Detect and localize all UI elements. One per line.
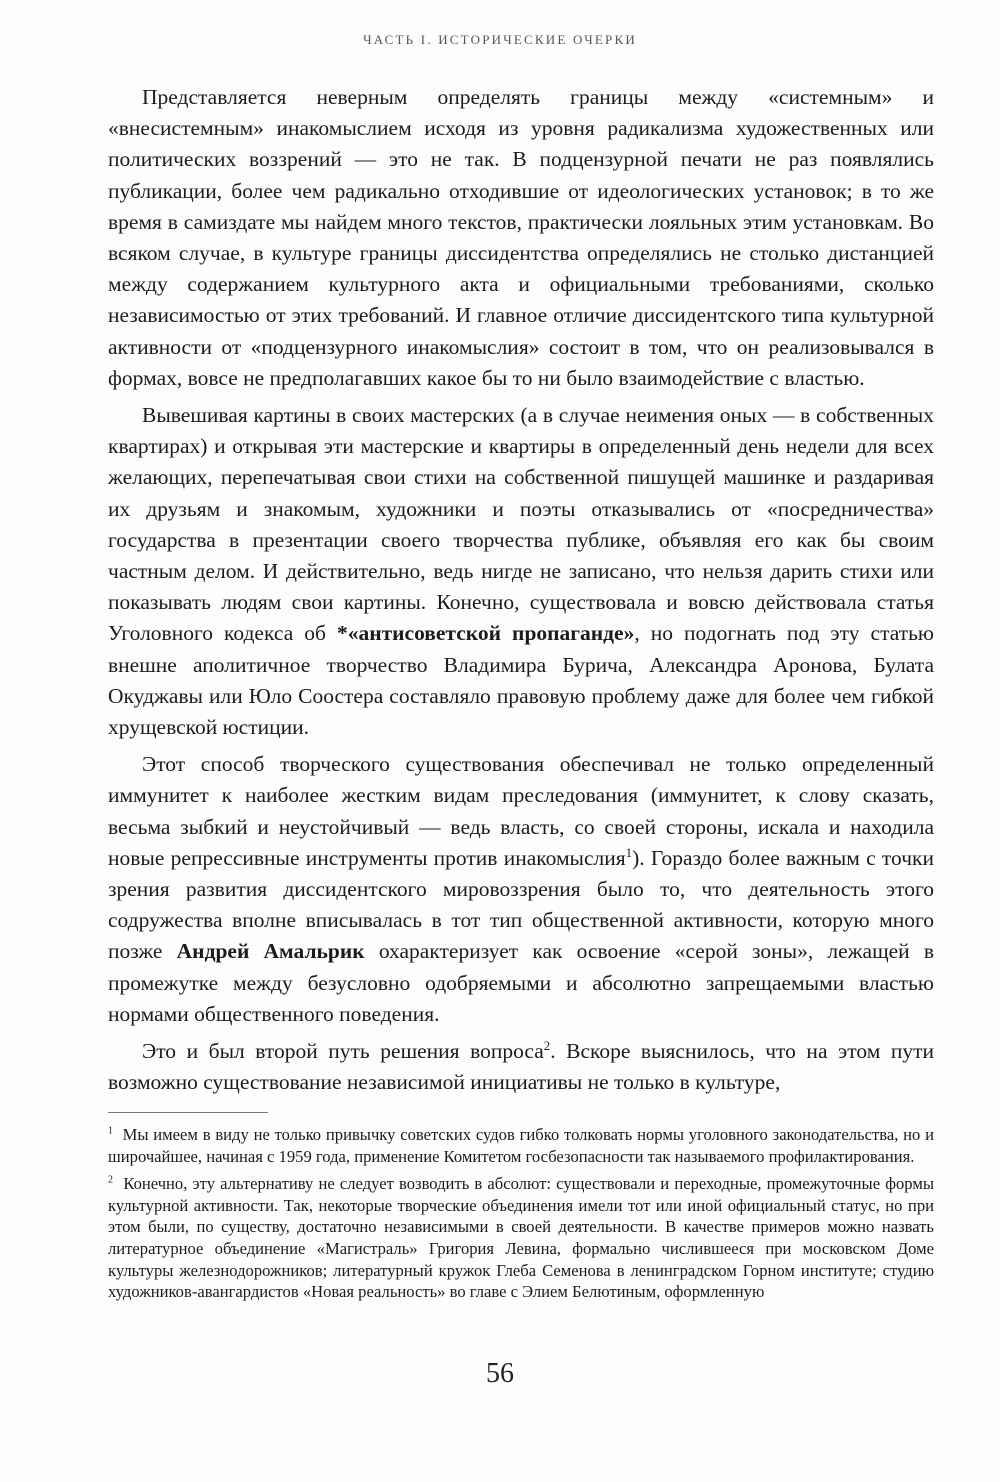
running-head: ЧАСТЬ I. ИСТОРИЧЕСКИЕ ОЧЕРКИ <box>363 32 637 47</box>
footnote-text: Мы имеем в виду не только привычку советских судов гибко толковать нормы уголовного законодательства, но и широчайшее, начиная с 1959 года, применение Комитетом госбезопасности так называемого профилактирования. <box>108 1125 935 1166</box>
paragraph-text: . Вскоре выяснилось, что на этом пути возможно существование независимой инициативы не только в культуре, <box>108 1039 934 1095</box>
glossary-asterisk: * <box>336 621 348 646</box>
paragraph-text: Вывешивая картины в своих мастерских (а в случае неимения оных — в собственных квартирах) и открывая эти мастерские и квартиры в определенный день недели для всех желающих, перепечатывая свои стихи на собственной пишущей машинке и раздаривая их друзьям и знакомым, художники и поэты отказывались от «посредничества» государства в презентации своего творчества публике, объявляя его как бы своим частным делом. И действительно, ведь нигде не записано, что нельзя дарить стихи или показывать людям свои картины. Конечно, существовала и вовсю действовала статья Уголовного кодекса об <box>108 403 934 646</box>
page-number: 56 <box>486 1358 514 1389</box>
paragraph-text: Это и был второй путь решения вопроса <box>142 1039 544 1064</box>
footnote-1 <box>108 1124 934 1167</box>
paragraph-4 <box>108 1036 934 1098</box>
bold-term: «антисоветской пропаганде» <box>347 621 635 646</box>
paragraph-text: Представляется неверным определять границы между «системным» и «внесистемным» инакомыслием исходя из уровня радикализма художественных или политических воззрений — это не так. В подцензурной печати не раз появлялись публикации, более чем радикально отходившие от идеологических установок; в то же время в самиздате мы найдем много текстов, практически лояльных этим установкам. Во всяком случае, в культуре границы диссидентства определялись не столько дистанцией между содержанием культурного акта и официальными требованиями, сколько независимостью от этих требований. И главное отличие диссидентского типа культурной активности от «подцензурного инакомыслия» состоит в том, что он реализовывался в формах, вовсе не предполагавших какое бы то ни было взаимодействие с властью. <box>108 85 934 390</box>
main-text <box>108 82 934 1105</box>
footnote-divider <box>108 1112 268 1113</box>
paragraph-2 <box>108 400 934 743</box>
paragraph-text: Этот способ творческого существования обеспечивал не только определенный иммунитет к наиболее жестким видам преследования (иммунитет, к слову сказать, весьма зыбкий и неустойчивый — ведь власть, со своей стороны, искала и находила новые репрессивные инструменты против инакомыслия <box>108 752 934 870</box>
bold-name: Андрей Амальрик <box>176 939 365 964</box>
paragraph-3 <box>108 749 934 1030</box>
footnote-marker: 2 <box>108 1174 113 1186</box>
paragraph-text: ). Гораздо более важным с точки зрения развития диссидентского мировоззрения было то, что деятельность этого содружества вполне вписывалась в тот тип общественной активности, которую много позже <box>108 845 934 964</box>
footnote-2 <box>108 1173 934 1303</box>
footnote-ref-1[interactable]: 1 <box>625 845 633 860</box>
paragraph-1 <box>108 82 934 394</box>
footnote-text: Конечно, эту альтернативу не следует возводить в абсолют: существовали и переходные, промежуточные формы культурной активности. Так, некоторые творческие объединения имели тот или иной официальный статус, но при этом были, по существу, достаточно независимыми в своей деятельности. В качестве примеров можно назвать литературное объединение «Магистраль» Григория Левина, формально числившееся при московском Доме культуры железнодорожников; литературный кружок Глеба Семенова в ленинградском Горном институте; студию художников-авангардистов «Новая реальность» во главе с Элием Белютиным, оформленную <box>108 1174 934 1302</box>
paragraph-text: , но подогнать под эту статью внешне аполитичное творчество Владимира Бурича, Александра Аронова, Булата Окуджавы или Юло Соостера составляло правовую проблему даже для более чем гибкой хрущевской юстиции. <box>108 621 934 740</box>
footnote-marker: 1 <box>108 1125 113 1137</box>
footnotes <box>108 1124 934 1309</box>
paragraph-text: охарактеризует как освоение «серой зоны», лежащей в промежутке между безусловно одобряемыми и абсолютно запрещаемыми властью нормами общественного поведения. <box>108 939 934 1026</box>
footnote-ref-2[interactable]: 2 <box>543 1038 551 1053</box>
